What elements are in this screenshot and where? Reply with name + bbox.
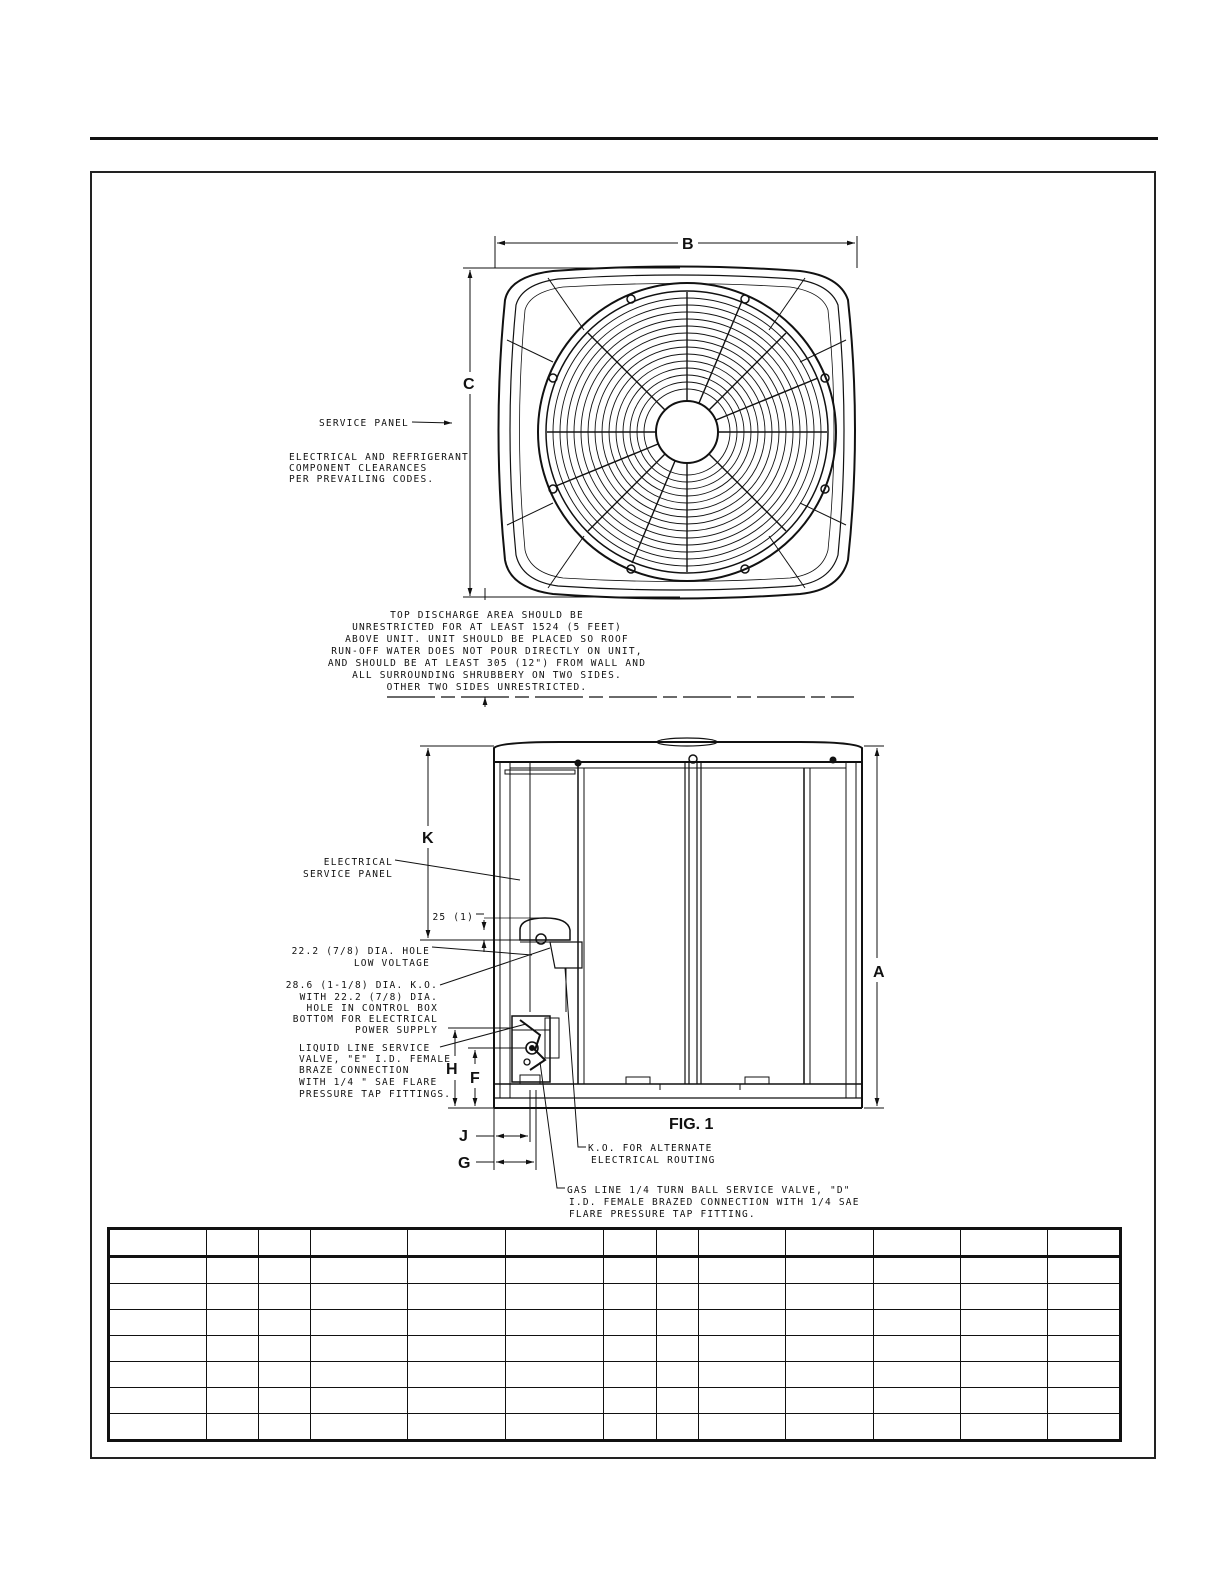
side-view [395,738,884,1188]
table-cell [259,1310,311,1336]
table-cell [506,1284,604,1310]
clearance-note-line-2: COMPONENT CLEARANCES [289,463,428,474]
table-cell [657,1257,699,1284]
table-cell [699,1414,786,1441]
table-row [109,1257,1121,1284]
figure-caption: FIG. 1 [669,1116,714,1133]
dimension-table-body [109,1229,1121,1441]
table-cell [699,1257,786,1284]
table-cell [786,1310,874,1336]
dimension-f-label: F [470,1070,480,1087]
table-cell [408,1284,506,1310]
table-cell [874,1336,961,1362]
dimension-b-label: B [682,236,694,253]
table-cell [1048,1257,1121,1284]
table-cell [109,1284,207,1310]
table-cell [311,1229,408,1257]
table-cell [259,1284,311,1310]
power-supply-ko-line-3: HOLE IN CONTROL BOX [306,1003,438,1014]
discharge-note-line-1: TOP DISCHARGE AREA SHOULD BE [390,610,584,621]
table-cell [109,1310,207,1336]
table-cell [109,1257,207,1284]
table-cell [874,1414,961,1441]
table-cell [699,1284,786,1310]
table-cell [874,1284,961,1310]
power-supply-ko-line-4: BOTTOM FOR ELECTRICAL [292,1014,438,1025]
table-cell [874,1257,961,1284]
table-cell [961,1414,1048,1441]
table-cell [961,1284,1048,1310]
discharge-note-line-4: RUN-OFF WATER DOES NOT POUR DIRECTLY ON UNIT, [331,646,643,657]
table-cell [874,1388,961,1414]
table-cell [259,1362,311,1388]
low-voltage-hole-line-2: LOW VOLTAGE [353,958,430,969]
table-cell [109,1362,207,1388]
table-cell [604,1310,657,1336]
gas-line-line-1: GAS LINE 1/4 TURN BALL SERVICE VALVE, "D" [567,1185,851,1196]
table-cell [604,1362,657,1388]
table-cell [961,1257,1048,1284]
table-cell [408,1310,506,1336]
discharge-note-line-6: ALL SURROUNDING SHRUBBERY ON TWO SIDES. [352,670,622,681]
clearance-note-line-3: PER PREVAILING CODES. [289,474,435,485]
table-cell [786,1257,874,1284]
table-cell [408,1388,506,1414]
table-cell [311,1414,408,1441]
table-cell [207,1336,259,1362]
table-cell [874,1310,961,1336]
liquid-line-line-3: BRAZE CONNECTION [299,1065,410,1076]
table-cell [1048,1362,1121,1388]
table-cell [408,1229,506,1257]
table-cell [408,1257,506,1284]
table-cell [699,1310,786,1336]
table-row [109,1336,1121,1362]
table-cell [699,1336,786,1362]
table-cell [207,1229,259,1257]
gas-line-line-3: FLARE PRESSURE TAP FITTING. [569,1209,756,1220]
dimension-25-label: 25 (1) [432,912,474,923]
table-cell [657,1336,699,1362]
table-cell [506,1336,604,1362]
liquid-line-line-1: LIQUID LINE SERVICE [299,1043,431,1054]
table-cell [961,1362,1048,1388]
side-view-labels [286,830,885,1220]
table-cell [109,1414,207,1441]
table-cell [109,1388,207,1414]
table-cell [604,1336,657,1362]
discharge-note-line-7: OTHER TWO SIDES UNRESTRICTED. [386,682,588,693]
table-cell [109,1229,207,1257]
liquid-line-line-2: VALVE, "E" I.D. FEMALE [299,1054,452,1065]
dimension-table [107,1227,1122,1442]
table-cell [874,1229,961,1257]
dimension-c-label: C [463,376,475,393]
table-cell [506,1414,604,1441]
table-row [109,1310,1121,1336]
table-cell [657,1229,699,1257]
table-cell [408,1336,506,1362]
low-voltage-hole-line-1: 22.2 (7/8) DIA. HOLE [291,946,430,957]
table-cell [259,1414,311,1441]
table-cell [207,1388,259,1414]
electrical-panel-line-1: ELECTRICAL [323,857,393,868]
discharge-note-line-5: AND SHOULD BE AT LEAST 305 (12") FROM WALL AND [327,658,647,669]
top-view-labels [289,236,694,693]
table-cell [311,1362,408,1388]
table-cell [786,1388,874,1414]
dimension-h-label: H [446,1061,458,1078]
table-cell [1048,1414,1121,1441]
table-cell [207,1362,259,1388]
table-cell [657,1388,699,1414]
table-cell [786,1284,874,1310]
gas-line-line-2: I.D. FEMALE BRAZED CONNECTION WITH 1/4 SAE [569,1197,860,1208]
table-cell [786,1336,874,1362]
power-supply-ko-line-5: POWER SUPPLY [354,1025,438,1036]
table-row [109,1284,1121,1310]
table-cell [1048,1336,1121,1362]
table-cell [961,1310,1048,1336]
table-cell [604,1388,657,1414]
table-cell [408,1362,506,1388]
table-header-row [109,1229,1121,1257]
table-cell [506,1310,604,1336]
table-cell [657,1310,699,1336]
table-cell [109,1336,207,1362]
liquid-line-line-4: WITH 1/4 " SAE FLARE [299,1077,438,1088]
clearance-note-line-1: ELECTRICAL AND REFRIGERANT [289,452,469,463]
table-cell [961,1336,1048,1362]
table-cell [311,1257,408,1284]
power-supply-ko-line-2: WITH 22.2 (7/8) DIA. [299,992,438,1003]
discharge-note-line-2: UNRESTRICTED FOR AT LEAST 1524 (5 FEET) [352,622,622,633]
table-cell [311,1336,408,1362]
table-cell [259,1336,311,1362]
table-cell [506,1229,604,1257]
table-cell [207,1310,259,1336]
table-cell [1048,1388,1121,1414]
liquid-line-line-5: PRESSURE TAP FITTINGS. [299,1089,452,1100]
service-panel-label: SERVICE PANEL [319,418,409,429]
table-cell [408,1414,506,1441]
table-cell [259,1257,311,1284]
table-cell [311,1284,408,1310]
table-row [109,1388,1121,1414]
table-cell [874,1362,961,1388]
table-cell [786,1414,874,1441]
dimension-a-label: A [873,964,885,981]
table-cell [961,1388,1048,1414]
table-cell [506,1388,604,1414]
table-cell [699,1362,786,1388]
table-cell [259,1229,311,1257]
table-cell [311,1388,408,1414]
table-cell [657,1414,699,1441]
table-cell [1048,1229,1121,1257]
table-cell [506,1362,604,1388]
table-cell [604,1414,657,1441]
table-cell [604,1284,657,1310]
power-supply-ko-line-1: 28.6 (1-1/8) DIA. K.O. [285,980,438,991]
table-cell [207,1284,259,1310]
table-cell [604,1257,657,1284]
table-cell [311,1310,408,1336]
table-cell [786,1362,874,1388]
dimension-k-label: K [422,830,434,847]
table-cell [961,1229,1048,1257]
table-cell [699,1229,786,1257]
table-cell [1048,1310,1121,1336]
table-row [109,1362,1121,1388]
table-cell [259,1388,311,1414]
table-cell [207,1414,259,1441]
alternate-ko-line-2: ELECTRICAL ROUTING [591,1155,716,1166]
table-cell [786,1229,874,1257]
table-cell [699,1388,786,1414]
table-cell [657,1284,699,1310]
dimension-j-label: J [459,1128,468,1145]
dimension-g-label: G [458,1155,471,1172]
discharge-note-line-3: ABOVE UNIT. UNIT SHOULD BE PLACED SO ROOF [345,634,629,645]
electrical-panel-line-2: SERVICE PANEL [303,869,393,880]
table-cell [506,1257,604,1284]
table-cell [657,1362,699,1388]
alternate-ko-line-1: K.O. FOR ALTERNATE [588,1143,713,1154]
table-cell [1048,1284,1121,1310]
table-row [109,1414,1121,1441]
table-cell [604,1229,657,1257]
table-cell [207,1257,259,1284]
